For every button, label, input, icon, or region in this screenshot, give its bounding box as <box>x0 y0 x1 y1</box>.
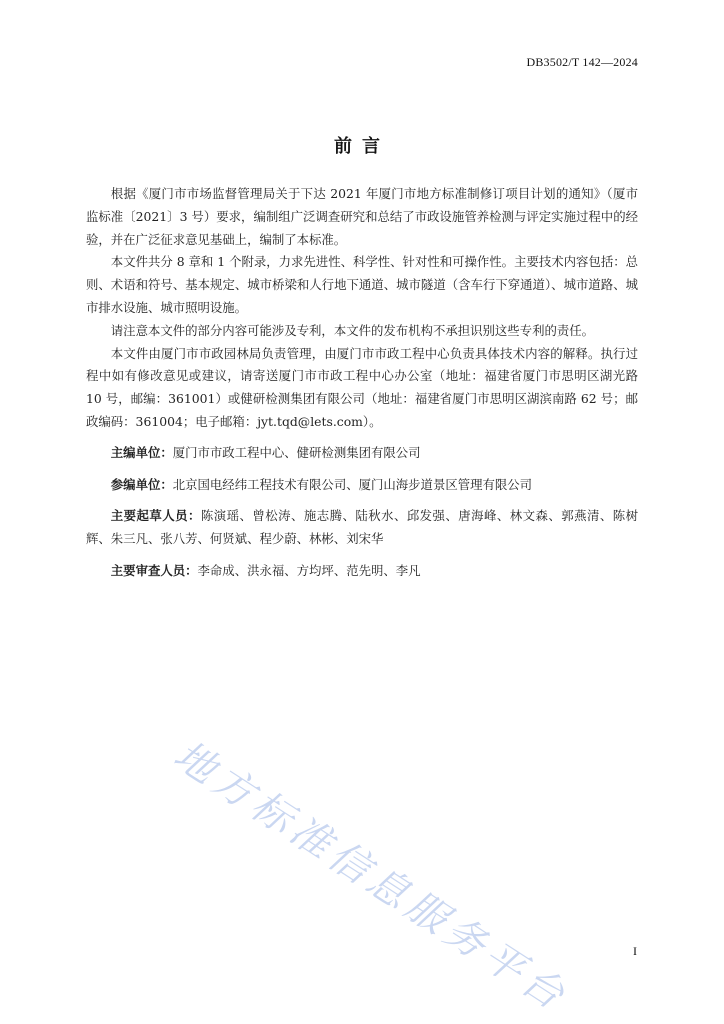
chief-editor-label: 主编单位： <box>110 444 173 460</box>
page-number: I <box>633 944 637 958</box>
chief-editor-line <box>86 442 638 465</box>
paragraph-management: 本文件由厦门市市政园林局负责管理，由厦门市市政工程中心负责具体技术内容的解释。执行过程中如有修改意见或建议，请寄送厦门市市政工程中心办公室（地址：福建省厦门市思明区湖光路 10 号，邮编：361001）或健研检测集团有限公司（地址：福建省厦门市思明区湖滨南路 62 号；邮政编码：361004；电子邮箱：jyt.tqd@lets.com）。 <box>86 345 638 429</box>
participants-label: 参编单位： <box>110 476 173 492</box>
reviewers-line <box>86 560 638 583</box>
reviewers-value: 李命成、洪永福、方均坪、范先明、李凡 <box>197 562 421 578</box>
paragraph-contents: 本文件共分 8 章和 1 个附录，力求先进性、科学性、针对性和可操作性。主要技术内容包括：总则、术语和符号、基本规定、城市桥梁和人行地下通道、城市隧道（含车行下穿通道）、城市道路、城市排水设施、城市照明设施。 <box>86 254 638 315</box>
paragraph-basis: 根据《厦门市市场监督管理局关于下达 2021 年厦门市地方标准制修订项目计划的通知》（厦市监标准〔2021〕3 号）要求，编制组广泛调查研究和总结了市政设施管养检测与评定实施过程中的经验，并在广泛征求意见基础上，编制了本标准。 <box>86 186 638 247</box>
participants-line <box>86 474 638 497</box>
reviewers-label: 主要审查人员： <box>110 562 198 578</box>
page-title: 前言 <box>334 136 390 157</box>
watermark: 地方标准信息服务平台 <box>165 732 577 1022</box>
paragraph-patent-notice: 请注意本文件的部分内容可能涉及专利，本文件的发布机构不承担识别这些专利的责任。 <box>110 322 595 338</box>
document-body <box>86 183 638 583</box>
drafters-label: 主要起草人员： <box>110 508 201 524</box>
chief-editor-value: 厦门市市政工程中心、健研检测集团有限公司 <box>172 444 421 460</box>
standard-code: DB3502/T 142—2024 <box>526 55 638 69</box>
drafters-line <box>86 505 638 551</box>
drafters-value: 陈演瑶、曾松涛、施志腾、陆秋水、邱发强、唐海峰、林文森、郭燕清、陈树辉、朱三凡、张八芳、何贤斌、程少蔚、林彬、刘宋华 <box>86 508 639 547</box>
participants-value: 北京国电经纬工程技术有限公司、厦门山海步道景区管理有限公司 <box>172 476 533 492</box>
